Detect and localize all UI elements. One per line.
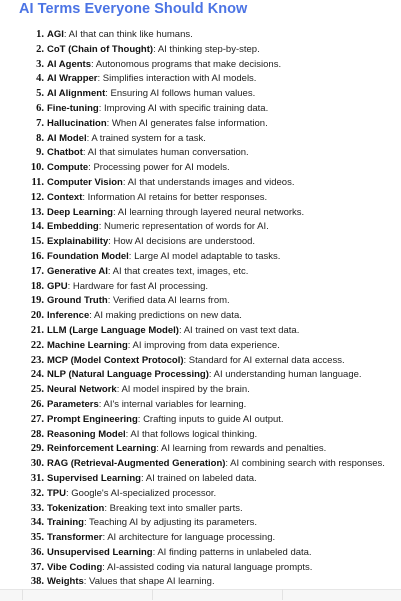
- term-name: AI Wrapper: [47, 73, 98, 85]
- term-item: [0, 324, 401, 338]
- term-number: 17.: [30, 265, 44, 277]
- term-name: Neural Network: [47, 384, 117, 396]
- term-definition: : AI that simulates human conversation.: [82, 147, 249, 159]
- term-name: Explainability: [47, 236, 109, 248]
- term-name: Prompt Engineering: [47, 413, 138, 425]
- term-number: 2.: [36, 43, 44, 55]
- term-definition: : Large AI model adaptable to tasks.: [128, 250, 281, 262]
- term-number: 1.: [36, 29, 44, 40]
- term-definition: : AI trained on vast text data.: [178, 324, 300, 336]
- term-number: 5.: [36, 88, 44, 100]
- term-name: Supervised Learning: [47, 472, 141, 484]
- term-name: Hallucination: [47, 117, 107, 129]
- term-number: 30.: [30, 458, 44, 470]
- term-item: [0, 309, 401, 323]
- term-definition: : AI architecture for language processing.: [102, 532, 276, 544]
- term-number: 7.: [36, 117, 44, 129]
- term-number: 25.: [30, 384, 44, 396]
- term-name: CoT (Chain of Thought): [47, 43, 154, 55]
- term-number: 6.: [36, 102, 44, 114]
- term-name: Generative AI: [47, 265, 108, 277]
- term-item: [0, 206, 401, 220]
- term-item: [0, 117, 401, 131]
- term-name: Weights: [47, 576, 84, 588]
- term-item: [0, 502, 401, 516]
- term-name: Compute: [47, 162, 89, 174]
- term-name: Foundation Model: [47, 250, 129, 262]
- term-item: [0, 294, 401, 308]
- term-number: 15.: [30, 236, 44, 248]
- term-definition: : Hardware for fast AI processing.: [67, 280, 209, 292]
- term-item: [0, 398, 401, 412]
- term-item: [0, 176, 401, 190]
- term-definition: : AI improving from data experience.: [127, 339, 280, 351]
- term-name: LLM (Large Language Model): [47, 324, 179, 336]
- term-definition: : AI model inspired by the brain.: [116, 384, 250, 396]
- term-name: TPU: [47, 487, 66, 499]
- term-definition: : AI-assisted coding via natural language prompts.: [102, 561, 313, 573]
- term-item: [0, 354, 401, 368]
- term-definition: : Breaking text into smaller parts.: [104, 502, 243, 514]
- term-number: 29.: [30, 443, 44, 455]
- term-definition: : Verified data AI learns from.: [107, 295, 230, 307]
- term-item: [0, 235, 401, 249]
- term-number: 37.: [30, 561, 44, 573]
- term-number: 22.: [30, 339, 44, 351]
- term-number: 35.: [30, 532, 44, 544]
- term-item: [0, 72, 401, 86]
- term-number: 34.: [30, 517, 44, 529]
- term-item: [0, 58, 401, 72]
- page-title: AI Terms Everyone Should Know: [19, 1, 248, 17]
- term-definition: : AI's internal variables for learning.: [98, 398, 247, 410]
- term-item: [0, 413, 401, 427]
- term-name: AI Model: [47, 132, 87, 144]
- term-definition: : Google's AI-specialized processor.: [66, 487, 217, 499]
- term-item: [0, 265, 401, 279]
- term-item: [0, 368, 401, 382]
- term-number: 20.: [30, 310, 44, 322]
- term-name: Ground Truth: [47, 295, 108, 307]
- term-name: AGI: [47, 29, 64, 40]
- term-definition: : Numeric representation of words for AI.: [98, 221, 269, 233]
- term-item: [0, 575, 401, 589]
- term-number: 21.: [30, 324, 44, 336]
- term-definition: : Values that shape AI learning.: [83, 576, 215, 588]
- term-definition: : Information AI retains for better responses.: [82, 191, 268, 203]
- term-number: 36.: [30, 546, 44, 558]
- term-definition: : Standard for AI external data access.: [183, 354, 345, 366]
- term-definition: : AI that creates text, images, etc.: [107, 265, 249, 277]
- term-item: [0, 428, 401, 442]
- term-name: AI Alignment: [47, 88, 106, 100]
- term-name: Deep Learning: [47, 206, 113, 218]
- term-name: Fine-tuning: [47, 102, 99, 114]
- term-item: [0, 442, 401, 456]
- term-name: RAG (Retrieval-Augmented Generation): [47, 458, 226, 470]
- term-name: Machine Learning: [47, 339, 128, 351]
- term-item: [0, 516, 401, 530]
- term-definition: : Autonomous programs that make decisions.: [90, 58, 282, 70]
- term-item: [0, 280, 401, 294]
- term-number: 8.: [36, 132, 44, 144]
- term-number: 24.: [30, 369, 44, 381]
- term-item: [0, 546, 401, 560]
- term-definition: : How AI decisions are understood.: [108, 236, 256, 248]
- term-item: [0, 220, 401, 234]
- term-definition: : AI finding patterns in unlabeled data.: [152, 546, 312, 558]
- term-definition: : Ensuring AI follows human values.: [105, 88, 256, 100]
- term-name: Reasoning Model: [47, 428, 126, 440]
- term-name: MCP (Model Context Protocol): [47, 354, 184, 366]
- term-definition: : AI thinking step-by-step.: [153, 43, 260, 55]
- term-number: 10.: [30, 162, 44, 174]
- term-number: 9.: [36, 147, 44, 159]
- term-item: [0, 457, 401, 471]
- term-item: [0, 191, 401, 205]
- term-item: [0, 531, 401, 545]
- term-number: 12.: [30, 191, 44, 203]
- term-number: 16.: [30, 250, 44, 262]
- term-number: 26.: [30, 398, 44, 410]
- bottom-edge: [0, 589, 401, 601]
- term-number: 23.: [30, 354, 44, 366]
- term-number: 27.: [30, 413, 44, 425]
- term-name: Training: [47, 517, 84, 529]
- term-definition: : Improving AI with specific training data.: [98, 102, 269, 114]
- term-definition: : AI understanding human language.: [208, 369, 362, 381]
- term-definition: : AI combining search with responses.: [225, 458, 385, 470]
- term-list: [0, 28, 401, 590]
- term-name: Transformer: [47, 532, 103, 544]
- term-name: Tokenization: [47, 502, 105, 514]
- term-number: 3.: [36, 58, 44, 70]
- term-number: 38.: [30, 576, 44, 588]
- term-item: [0, 561, 401, 575]
- term-definition: : AI that can think like humans.: [63, 29, 193, 40]
- term-item: [0, 28, 401, 42]
- term-name: Parameters: [47, 398, 99, 410]
- term-name: Reinforcement Learning: [47, 443, 157, 455]
- term-number: 31.: [30, 472, 44, 484]
- term-name: Context: [47, 191, 83, 203]
- term-name: Unsupervised Learning: [47, 546, 153, 558]
- term-number: 4.: [36, 73, 44, 85]
- term-number: 19.: [30, 295, 44, 307]
- bottom-edge-divider: [152, 589, 153, 600]
- bottom-edge-divider: [282, 589, 283, 600]
- term-name: Inference: [47, 310, 90, 322]
- term-definition: : AI that follows logical thinking.: [125, 428, 258, 440]
- term-number: 33.: [30, 502, 44, 514]
- term-name: AI Agents: [47, 58, 91, 70]
- term-item: [0, 487, 401, 501]
- term-item: [0, 383, 401, 397]
- term-definition: : Processing power for AI models.: [88, 162, 230, 174]
- term-item: [0, 339, 401, 353]
- term-definition: : AI trained on labeled data.: [140, 472, 257, 484]
- term-number: 13.: [30, 206, 44, 218]
- term-definition: : Simplifies interaction with AI models.: [97, 73, 257, 85]
- term-name: Chatbot: [47, 147, 83, 159]
- term-definition: : Crafting inputs to guide AI output.: [137, 413, 284, 425]
- term-definition: : Teaching AI by adjusting its parameters.: [83, 517, 257, 529]
- term-definition: : AI that understands images and videos.: [122, 176, 295, 188]
- term-item: [0, 250, 401, 264]
- term-definition: : A trained system for a task.: [86, 132, 206, 144]
- term-item: [0, 132, 401, 146]
- term-item: [0, 43, 401, 57]
- term-number: 32.: [30, 487, 44, 499]
- term-item: [0, 87, 401, 101]
- term-name: Embedding: [47, 221, 99, 233]
- term-name: NLP (Natural Language Processing): [47, 369, 209, 381]
- term-definition: : AI making predictions on new data.: [89, 310, 242, 322]
- term-item: [0, 102, 401, 116]
- bottom-edge-divider: [22, 589, 23, 600]
- term-name: GPU: [47, 280, 68, 292]
- term-number: 18.: [30, 280, 44, 292]
- term-number: 11.: [31, 176, 44, 188]
- term-name: Vibe Coding: [47, 561, 103, 573]
- term-definition: : When AI generates false information.: [106, 117, 268, 129]
- term-definition: : AI learning through layered neural networks.: [113, 206, 305, 218]
- term-item: [0, 161, 401, 175]
- term-name: Computer Vision: [47, 176, 123, 188]
- term-number: 14.: [30, 221, 44, 233]
- term-definition: : AI learning from rewards and penalties.: [156, 443, 327, 455]
- term-item: [0, 472, 401, 486]
- term-item: [0, 146, 401, 160]
- term-number: 28.: [30, 428, 44, 440]
